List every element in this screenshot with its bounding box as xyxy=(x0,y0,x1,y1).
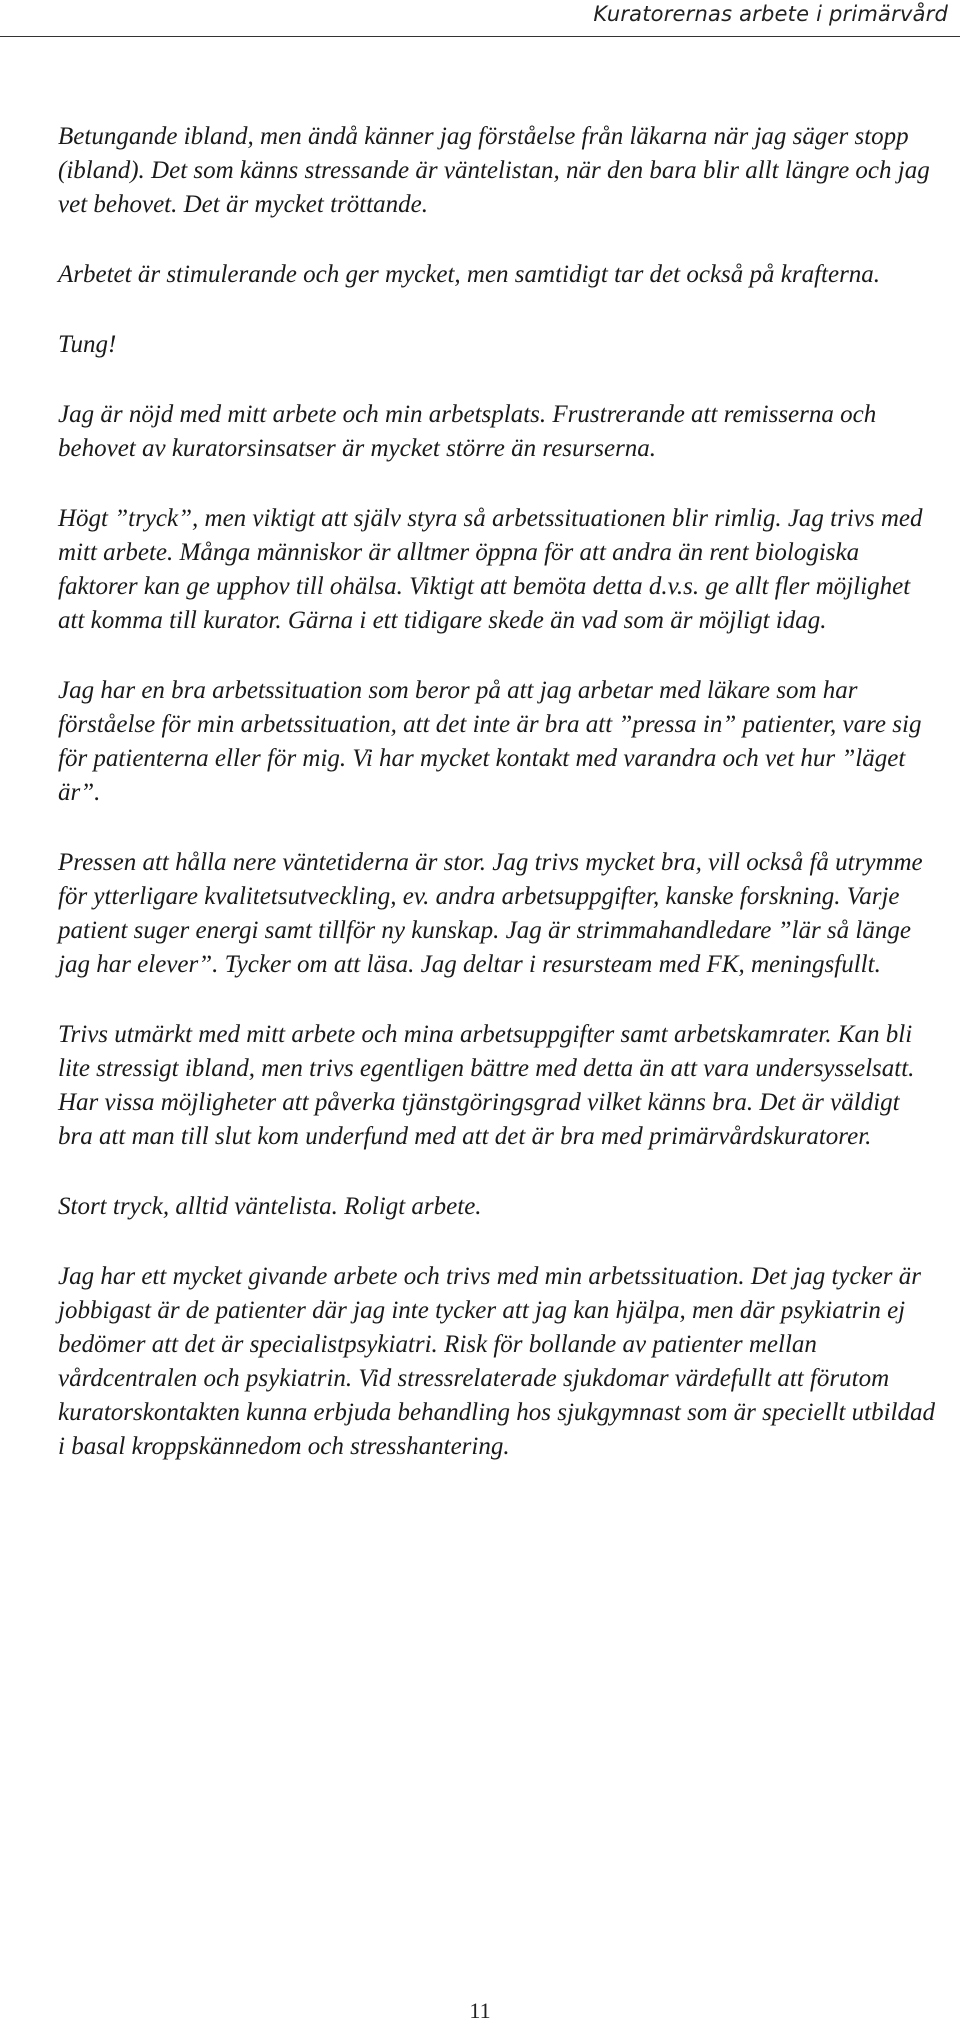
paragraph: Betungande ibland, men ändå känner jag förståelse från läkarna när jag säger stopp (ibland). Det som känns stressande är väntelistan, när den bara blir allt längre och jag vet behovet. Det är mycket tröttande. xyxy=(58,123,930,218)
paragraph: Jag är nöjd med mitt arbete och min arbetsplats. Frustrerande att remisserna och behovet av kuratorsinsatser är mycket större än resurserna. xyxy=(58,401,877,462)
paragraph: Tung! xyxy=(58,331,117,358)
running-header xyxy=(0,0,960,40)
paragraph: Pressen att hålla nere väntetiderna är stor. Jag trivs mycket bra, vill också få utrymme för ytterligare kvalitetsutveckling, ev. andra arbetsuppgifter, kanske forskning. Varje patient suger energi samt tillför ny kunskap. Jag är strimmahandledare ”lär så länge jag har elever”. Tycker om att läsa. Jag deltar i resursteam med FK, meningsfullt. xyxy=(58,849,923,978)
paragraph: Stort tryck, alltid väntelista. Roligt arbete. xyxy=(58,1193,482,1220)
header-title: Kuratorernas arbete i primärvård xyxy=(593,2,948,26)
page-number: 11 xyxy=(469,1998,491,2023)
paragraph: Trivs utmärkt med mitt arbete och mina arbetsuppgifter samt arbetskamrater. Kan bli lite stressigt ibland, men trivs egentligen bättre med detta än att vara undersysselsatt. Har vissa möjligheter att påverka tjänstgöringsgrad vilket känns bra. Det är väldigt bra att man till slut kom underfund med att det är bra med primärvårdskuratorer. xyxy=(58,1021,915,1150)
paragraph: Arbetet är stimulerande och ger mycket, men samtidigt tar det också på krafterna. xyxy=(58,261,881,288)
paragraph: Jag har ett mycket givande arbete och trivs med min arbetssituation. Det jag tycker är jobbigast är de patienter där jag inte tycker att jag kan hjälpa, men där psykiatrin ej bedömer att det är specialistpsykiatri. Risk för bollande av patienter mellan vårdcentralen och psykiatrin. Vid stressrelaterade sjukdomar värdefullt att förutom kuratorskontakten kunna erbjuda behandling hos sjukgymnast som är speciellt utbildad i basal kroppskännedom och stresshantering. xyxy=(58,1263,935,1460)
paragraph: Jag har en bra arbetssituation som beror på att jag arbetar med läkare som har förståelse för min arbetssituation, att det inte är bra att ”pressa in” patienter, vare sig för patienterna eller för mig. Vi har mycket kontakt med varandra och vet hur ”läget är”. xyxy=(58,677,922,806)
document-body xyxy=(58,120,938,1500)
header-rule xyxy=(0,36,960,37)
paragraph: Högt ”tryck”, men viktigt att själv styra så arbetssituationen blir rimlig. Jag trivs med mitt arbete. Många människor är alltmer öppna för att andra än rent biologiska faktorer kan ge upphov till ohälsa. Viktigt att bemöta detta d.v.s. ge allt fler möjlighet att komma till kurator. Gärna i ett tidigare skede än vad som är möjligt idag. xyxy=(58,505,923,634)
